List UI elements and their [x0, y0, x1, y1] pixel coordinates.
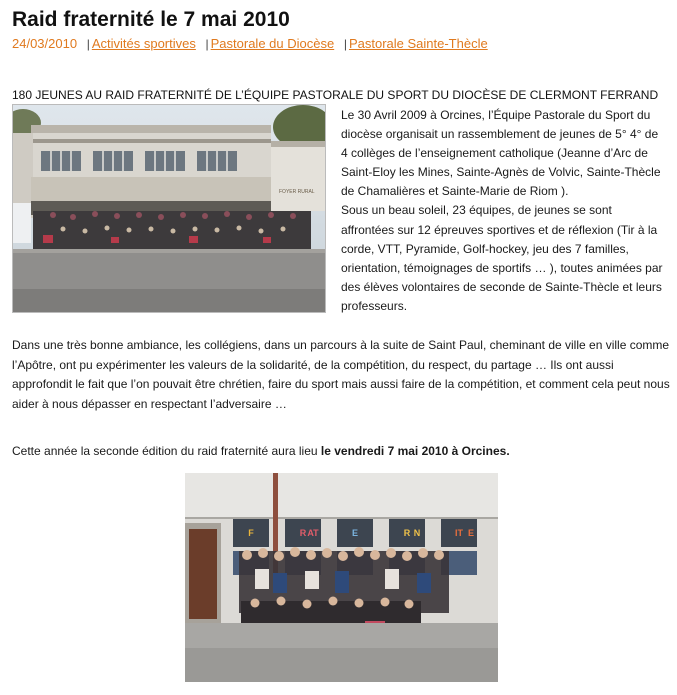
meta-separator: | — [86, 37, 90, 51]
window-letter: R — [299, 528, 307, 538]
category-link-pastorale-sainte-thecle[interactable]: Pastorale Sainte-Thècle — [348, 36, 488, 51]
body-paragraph: Dans une très bonne ambiance, les collégiens, dans un parcours à la suite de Saint Paul, cheminant de ville en ville comme l’Apôtre, ont pu expérimenter les valeurs de la solidarité, de la compétition, du respect, du partage … Ils ont aussi approfondit le fait que l’on pouvait être chrétien, faire du sport mais aussi faire de la compétition, et comment cela peut nous aider à nous dépasser en respectant l’adversaire … — [12, 338, 670, 411]
announcement-paragraph — [12, 444, 510, 458]
article-date: 24/03/2010 — [12, 36, 78, 51]
article-meta — [12, 36, 488, 51]
window-letter: F — [248, 528, 254, 538]
article-headline: 180 JEUNES AU RAID FRATERNITÉ DE L’ÉQUIPE PASTORALE DU SPORT DU DIOCÈSE DE CLERMONT FERRAND — [12, 88, 659, 102]
announcement-text: Cette année la seconde édition du raid fraternité aura lieu — [12, 444, 321, 458]
meta-separator: | — [343, 37, 347, 51]
window-letter: AT — [307, 528, 319, 538]
category-link-pastorale-diocese[interactable]: Pastorale du Diocèse — [210, 36, 335, 51]
intro-paragraph-2: Sous un beau soleil, 23 équipes, de jeunes se sont affrontées sur 12 épreuves sportives et de réflexion (Tir à la corde, VTT, Pyramide, Golf-hockey, jeu des 7 familles, orientation, témoignages de sportifs … ), toutes animées par des élèves volontaires de seconde de Sainte-Thècle et leurs professeurs. — [341, 203, 663, 313]
meta-separator: | — [205, 37, 209, 51]
group-photo-fraternite — [185, 473, 498, 682]
foyer-rural-sign: FOYER RURAL — [279, 189, 315, 195]
window-letter: E — [467, 528, 475, 538]
category-link-activites-sportives[interactable]: Activités sportives — [91, 36, 196, 51]
article-title: Raid fraternité le 7 mai 2010 — [12, 8, 290, 31]
window-letter: R — [403, 528, 411, 538]
window-letter: E — [351, 528, 359, 538]
window-letter: N — [413, 528, 421, 538]
window-letter: IT — [455, 528, 463, 538]
group-photo-building — [12, 104, 326, 313]
announcement-date: le vendredi 7 mai 2010 à Orcines. — [320, 444, 510, 458]
intro-text — [341, 106, 667, 316]
intro-paragraph-1: Le 30 Avril 2009 à Orcines, l’Équipe Pastorale du Sport du diocèse organisait un rassemblement de jeunes de 5° 4° de 4 collèges de l’enseignement catholique (Jeanne d’Arc de Saint-Eloy les Mines, Sainte-Agnès de Volvic, Sainte-Thècle de Chamalières et Sainte-Marie de Riom ). — [341, 108, 661, 199]
